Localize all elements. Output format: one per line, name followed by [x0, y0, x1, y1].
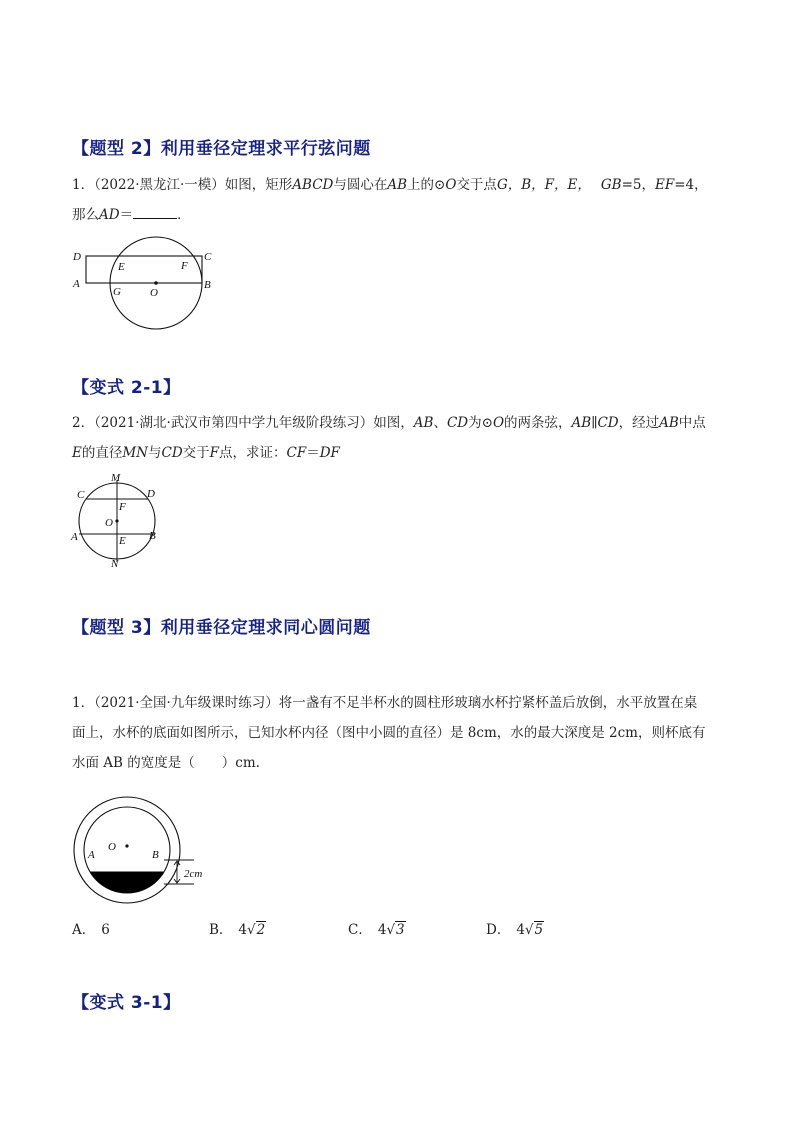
option-letter: C．: [348, 922, 372, 938]
option-a[interactable]: [72, 918, 110, 938]
q-text: 与圆心在: [333, 177, 388, 193]
q-text: ，经过: [618, 415, 660, 431]
label-A: A: [88, 849, 95, 861]
q-text: G，B，F，E，: [496, 177, 591, 193]
option-c[interactable]: [348, 918, 406, 938]
center-dot: [115, 519, 118, 522]
question-number: 1．: [72, 177, 95, 193]
label-B: B: [204, 279, 211, 291]
q-text: AD: [99, 207, 120, 223]
question-1-text: [72, 170, 732, 230]
option-b[interactable]: [209, 918, 266, 938]
label-A: A: [73, 278, 80, 290]
label-D: D: [147, 488, 155, 500]
option-radicand: 3: [396, 922, 405, 938]
sqrt-symbol: √3: [386, 922, 405, 938]
q-text: 、: [433, 415, 447, 431]
figure-rectangle-circle: [70, 232, 220, 332]
q-text: ABCD: [292, 177, 334, 193]
option-letter: D．: [486, 922, 511, 938]
q-text: 水面 AB 的宽度是（ ）cm.: [72, 755, 260, 771]
q-text: AB: [659, 415, 679, 431]
water-region: [90, 872, 164, 893]
section-heading-variant3-1: 【变式 3-1】: [72, 993, 181, 1013]
q-text: E: [72, 445, 82, 461]
q-text: DF: [319, 445, 340, 461]
label-A: A: [71, 531, 78, 543]
section-heading-type2: 【题型 2】利用垂径定理求平行弦问题: [72, 139, 371, 159]
option-value: 6: [101, 922, 110, 938]
q-text: 中点: [678, 415, 706, 431]
q-text: 为⊙: [468, 415, 493, 431]
label-E: E: [119, 535, 126, 547]
option-d[interactable]: [486, 918, 544, 938]
figure-parallel-chords: [68, 470, 168, 572]
q-text: 与: [148, 445, 162, 461]
question-number: 1．: [72, 695, 95, 711]
q-text: 交于点: [456, 177, 497, 193]
label-depth: 2cm: [184, 868, 203, 880]
q-text: CF: [286, 445, 307, 461]
q-text: CD: [446, 415, 469, 431]
q-text: 上的⊙: [407, 177, 446, 193]
q-text: ＝: [119, 207, 134, 223]
section-heading-variant2-1: 【变式 2-1】: [72, 378, 181, 398]
q-text: 如图，矩形: [224, 177, 293, 193]
q-text: ．: [177, 207, 191, 223]
answer-blank[interactable]: [133, 206, 177, 219]
question-source: （2021·全国·九年级课时练习）: [94, 695, 279, 711]
q-text: =5，: [621, 177, 655, 193]
q-text: EF: [655, 177, 675, 193]
figure-cup-bottom: [68, 795, 228, 907]
q-text: 如图，: [373, 415, 414, 431]
center-dot: [125, 844, 128, 847]
label-E: E: [118, 261, 125, 273]
question-3-text: [72, 688, 732, 778]
label-N: N: [111, 558, 119, 570]
q-text: 将一盏有不足半杯水的圆柱形玻璃水杯拧紧杯盖后放倒，水平放置在桌: [278, 695, 698, 711]
label-O: O: [108, 841, 116, 853]
q-text: 点，求证：: [219, 445, 287, 461]
q-text: AB: [571, 415, 592, 431]
question-source: （2022·黑龙江·一模）: [94, 177, 225, 193]
option-coef: 4: [377, 922, 387, 938]
q-text: 面上，水杯的底面如图所示，已知水杯内径（图中小圆的直径）是 8cm，水的最大深度是 2cm，则杯底有: [72, 725, 706, 741]
sqrt-symbol: √5: [524, 922, 544, 938]
q-text: F: [209, 445, 220, 461]
label-F: F: [119, 501, 126, 513]
q-text: ＝: [306, 445, 320, 461]
label-F: F: [181, 260, 188, 272]
center-dot: [154, 281, 158, 285]
option-coef: 4: [516, 922, 525, 938]
q-text: GB: [600, 177, 622, 193]
label-C: C: [204, 251, 212, 263]
question-source: （2021·湖北·武汉市第四中学九年级阶段练习）: [94, 415, 374, 431]
q-text: CD: [161, 445, 183, 461]
option-letter: B．: [209, 922, 233, 938]
label-B: B: [152, 849, 159, 861]
label-D: D: [73, 251, 81, 263]
label-M: M: [111, 472, 121, 484]
sqrt-symbol: √2: [247, 922, 266, 938]
option-coef: 4: [238, 922, 248, 938]
q-text: CD: [597, 415, 619, 431]
label-O: O: [105, 517, 113, 529]
question-2-text: [72, 408, 732, 468]
q-text: O: [492, 415, 505, 431]
option-letter: A．: [72, 922, 96, 938]
q-text: AB: [413, 415, 434, 431]
q-text: =4，: [674, 177, 708, 193]
q-text: 的两条弦，: [504, 415, 572, 431]
section-heading-type3: 【题型 3】利用垂径定理求同心圆问题: [72, 618, 371, 638]
q-text: 那么: [72, 207, 99, 223]
label-O: O: [150, 287, 158, 299]
option-radicand: 5: [534, 922, 544, 938]
q-text: O: [445, 177, 457, 193]
label-G: G: [113, 286, 121, 298]
label-B: B: [149, 530, 156, 542]
q-text: 交于: [182, 445, 210, 461]
question-number: 2．: [72, 415, 95, 431]
label-C: C: [77, 489, 85, 501]
option-radicand: 2: [256, 922, 266, 938]
q-text: AB: [387, 177, 408, 193]
q-text: ∥: [591, 415, 598, 431]
q-text: 的直径: [81, 445, 123, 461]
q-text: MN: [122, 445, 148, 461]
